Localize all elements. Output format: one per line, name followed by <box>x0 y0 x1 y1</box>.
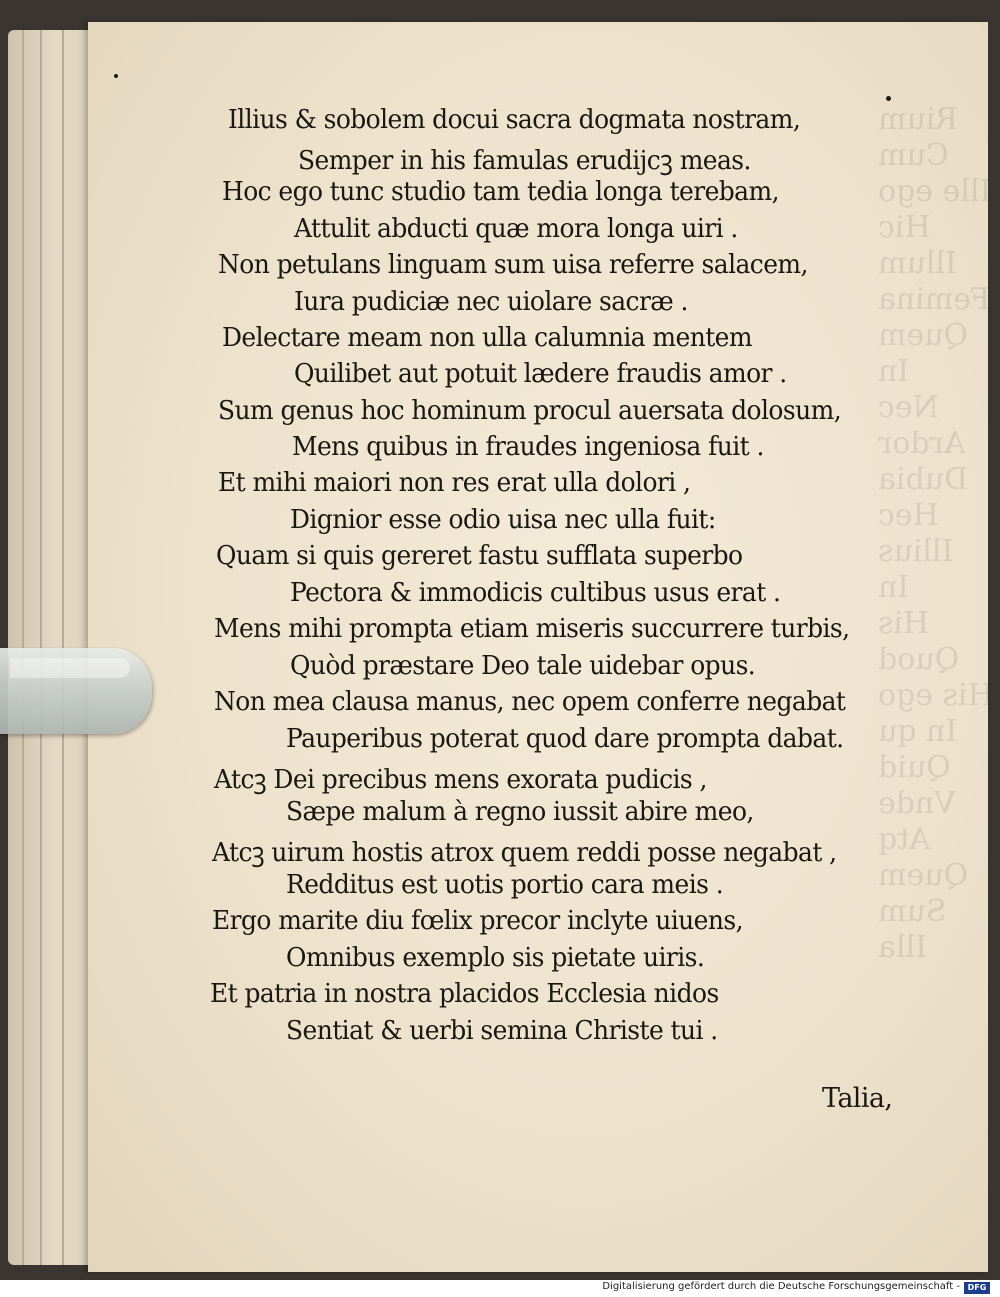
bleed-through-line: Femina <box>878 282 991 317</box>
verse-line: Mens mihi prompta etiam miseris succurrere turbis, <box>214 614 850 644</box>
bleed-through-line: Rium <box>878 102 958 137</box>
verse-line: Omnibus exemplo sis pietate uiris. <box>286 943 705 973</box>
verse-line: Mens quibus in fraudes ingeniosa fuit . <box>292 432 764 462</box>
footer-bar <box>0 1280 1000 1297</box>
verse-line: Ergo marite diu fœlix precor inclyte uiuens, <box>212 906 743 936</box>
bleed-through-line: His ego <box>878 678 994 713</box>
bleed-through-line: Ardor <box>878 426 966 461</box>
bleed-through-line: Nec <box>878 390 939 425</box>
bleed-through-line: Hec <box>878 498 939 533</box>
bleed-through-line: Dubia <box>878 462 969 497</box>
verse-line: Pauperibus poterat quod dare prompta dabat. <box>286 724 844 754</box>
bleed-through-line: Hic <box>878 210 931 245</box>
verse-line: Atcꝫ Dei precibus mens exorata pudicis , <box>214 765 707 795</box>
bleed-through-line: In <box>878 354 910 389</box>
dfg-logo-icon: DFG <box>964 1282 990 1294</box>
verse-line: Attulit abducti quæ mora longa uiri . <box>294 214 738 244</box>
verse-line: Et mihi maiori non res erat ulla dolori , <box>218 468 691 498</box>
verse-line: Hoc ego tunc studio tam tedia longa terebam, <box>222 177 779 207</box>
verse-line: Non mea clausa manus, nec opem conferre negabat <box>214 687 846 717</box>
verse-line: Semper in his famulas erudijcꝫ meas. <box>298 146 751 176</box>
glass-page-holder <box>0 648 152 734</box>
verse-line: Non petulans linguam sum uisa referre salacem, <box>218 250 808 280</box>
bleed-through-line: Cum <box>878 138 949 173</box>
verse-line: Iura pudiciæ nec uiolare sacræ . <box>294 287 688 317</box>
verse-line: Illius & sobolem docui sacra dogmata nostram, <box>228 105 801 135</box>
bleed-through-line: Quid <box>878 750 951 785</box>
bleed-through-line: Quod <box>878 642 960 677</box>
verse-line: Delectare meam non ulla calumnia mentem <box>222 323 752 353</box>
verse-line: Et patria in nostra placidos Ecclesia nidos <box>210 979 719 1009</box>
verse-line: Atcꝫ uirum hostis atrox quem reddi posse negabat , <box>212 838 837 868</box>
bleed-through-line: In <box>878 570 910 605</box>
bleed-through-line: Illum <box>878 246 957 281</box>
verse-line: Sentiat & uerbi semina Christe tui . <box>286 1016 718 1046</box>
bleed-through-line: In qu <box>878 714 958 749</box>
catchword: Talia, <box>822 1083 893 1114</box>
bleed-through-line: Atq <box>878 822 931 857</box>
bleed-through-line: Ille ego <box>878 174 992 209</box>
bleed-through-line: Illius <box>878 534 954 569</box>
verse-line: Dignior esse odio uisa nec ulla fuit: <box>290 505 716 535</box>
bleed-through-line: Quem <box>878 858 969 893</box>
verse-line: Pectora & immodicis cultibus usus erat . <box>290 578 781 608</box>
bleed-through-line: Quem <box>878 318 969 353</box>
bleed-through-line: His <box>878 606 930 641</box>
verse-line: Quilibet aut potuit lædere fraudis amor . <box>294 359 787 389</box>
verse-line: Sum genus hoc hominum procul auersata dolosum, <box>218 396 842 426</box>
verse-line: Quam si quis gereret fastu sufflata superbo <box>216 541 743 571</box>
bleed-through-line: Illa <box>878 930 927 965</box>
bleed-through-line: Sum <box>878 894 947 929</box>
funding-credit: Digitalisierung gefördert durch die Deutsche Forschungsgemeinschaft - <box>602 1281 960 1292</box>
verse-line: Sæpe malum à regno iussit abire meo, <box>286 797 754 827</box>
bleed-through-line: Vnde <box>878 786 956 821</box>
verse-line: Redditus est uotis portio cara meis . <box>286 870 724 900</box>
verse-line: Quòd præstare Deo tale uidebar opus. <box>290 651 756 681</box>
